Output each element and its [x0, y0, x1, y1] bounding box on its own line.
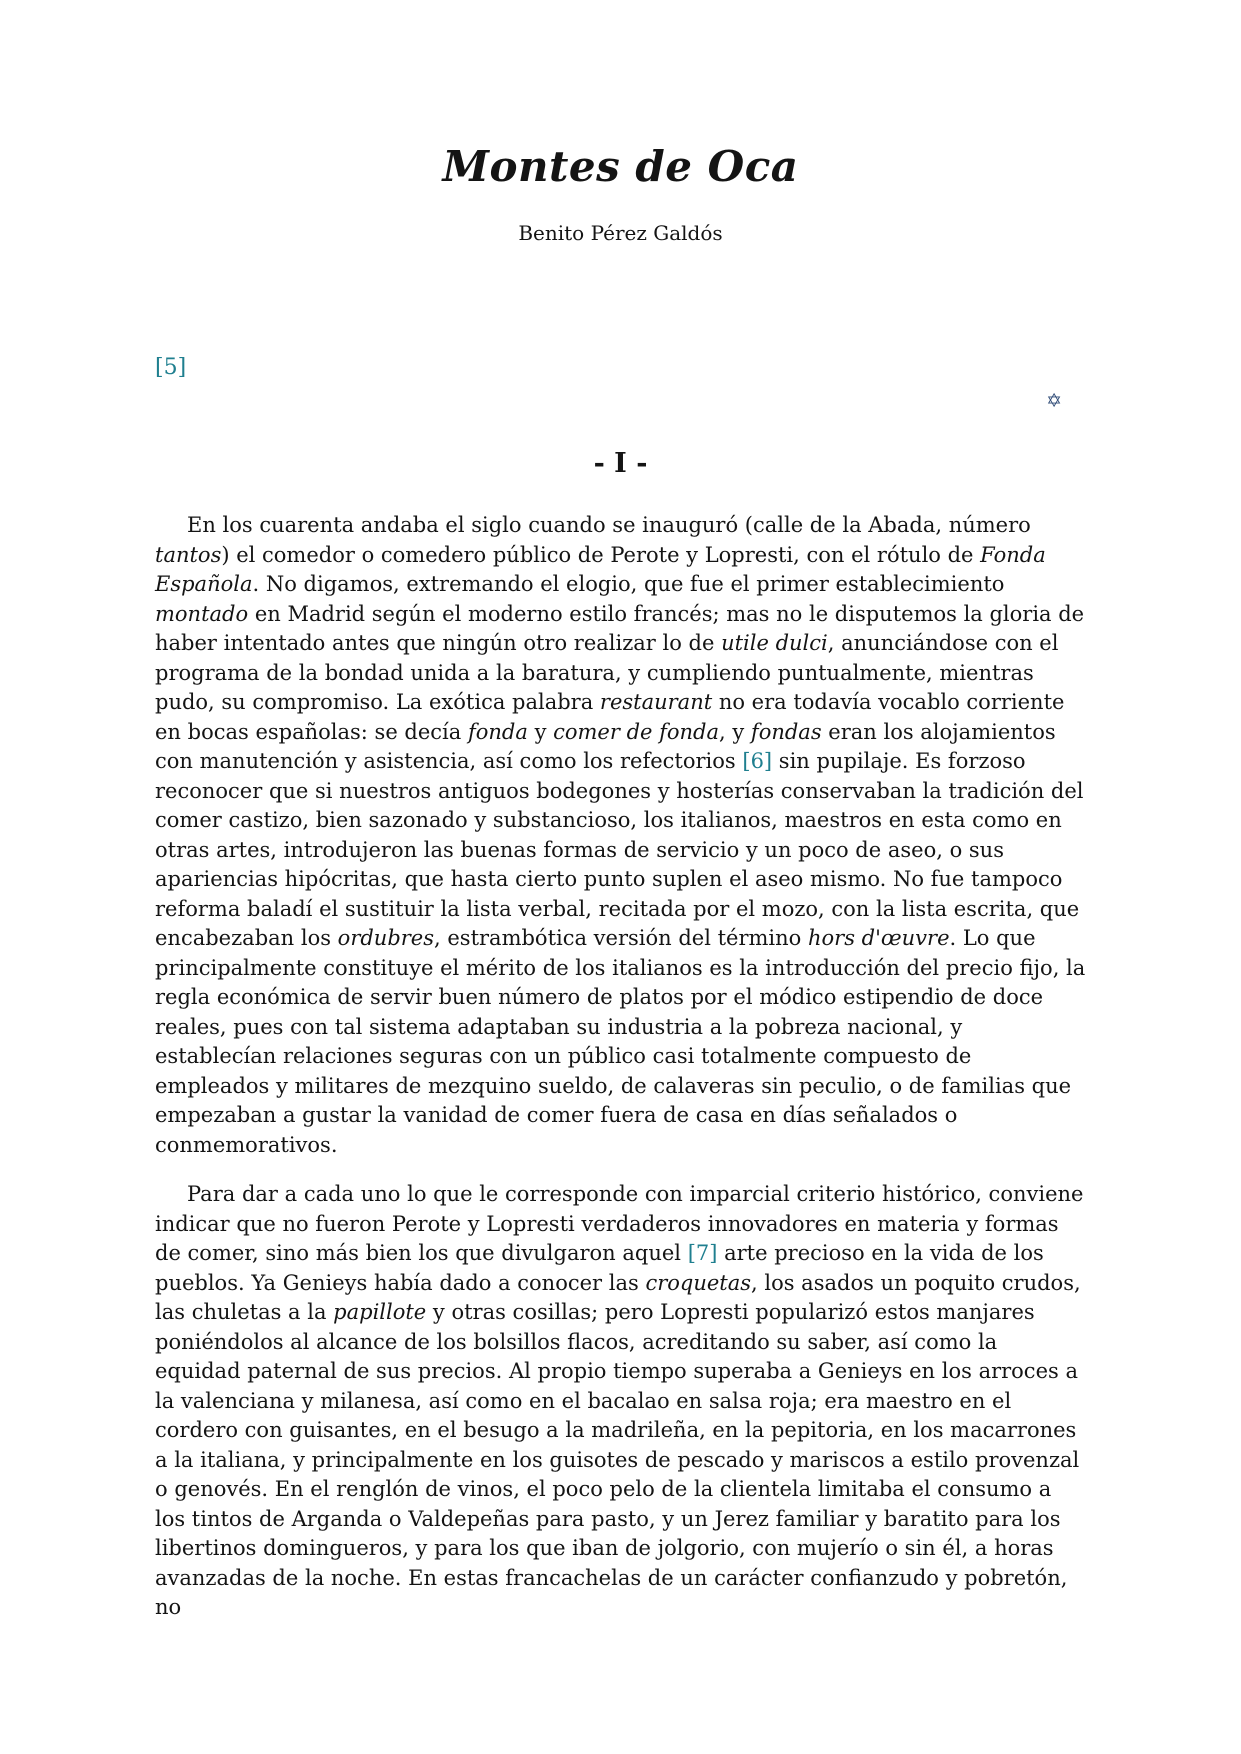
text-run: sin pupilaje. Es forzoso reconocer que si nuestros antiguos bodegones y hosterías conservaban la tradición del comer castizo, bien sazonado y substancioso, los italianos, maestros en esta como en otras artes, introdujeron las buenas formas de servicio y un poco de aseo, o sus apariencias hipócritas, que hasta cierto punto suplen el aseo mismo. No fue tampoco reforma baladí el sustituir la lista verbal, recitada por el mozo, con la lista escrita, que encabezaban los — [155, 749, 1084, 950]
text-run: no era todavía vocablo corriente en bocas españolas: se decía — [155, 690, 1065, 744]
text-run: y — [527, 719, 554, 744]
italic-text: hors d'œuvre — [808, 926, 950, 950]
page-number-link[interactable]: [5] — [155, 355, 187, 380]
italic-text: montado — [155, 601, 249, 626]
page-number-link[interactable]: [7] — [687, 1241, 718, 1265]
text-run: eran los alojamientos con manutención y asistencia, así como los refectorios — [155, 719, 1056, 773]
body-text — [155, 511, 1086, 1623]
italic-text: tantos — [155, 542, 222, 567]
text-run: . Lo que principalmente constituye el mérito de los italianos es la introducción del precio fijo, la regla económica de servir buen número de platos por el módico estipendio de doce reales, pues con tal sistema adaptaban su industria a la pobreza nacional, y establecían relaciones seguras con un público casi totalmente compuesto de empleados y militares de mezquino sueldo, de calaveras sin peculio, o de familias que empezaban a gustar la vanidad de comer fuera de casa en días señalados o conmemorativos. — [155, 926, 1086, 1157]
italic-text: Fonda Española — [155, 542, 1046, 596]
paragraph-2 — [155, 1180, 1086, 1623]
text-run: , y — [719, 719, 751, 744]
italic-text: papillote — [333, 1300, 427, 1324]
italic-text: comer de fonda — [553, 719, 720, 744]
star-row — [155, 390, 1086, 412]
paragraph-1 — [155, 511, 1086, 1160]
text-run: , los asados un poquito crudos, las chuletas a la — [155, 1270, 1081, 1324]
text-run: En los cuarenta andaba el siglo cuando se inauguró (calle de la Abada, número — [187, 513, 1031, 537]
page-marker-row — [155, 355, 1086, 380]
text-run: , anunciándose con el programa de la bondad unida a la baratura, y cumpliendo puntualmente, mientras pudo, su compromiso. La exótica palabra — [155, 631, 1059, 714]
italic-text: ordubres — [337, 926, 435, 950]
text-run: en Madrid según el moderno estilo francés; mas no le disputemos la gloria de haber intentado antes que ningún otro realizar lo de — [155, 601, 1085, 655]
text-run: . No digamos, extremando el elogio, que fue el primer establecimiento — [252, 572, 1005, 596]
author-name: Benito Pérez Galdós — [518, 221, 723, 245]
star-of-david-icon[interactable]: ✡ — [1046, 390, 1062, 412]
chapter-heading: - I - — [593, 448, 648, 479]
text-run: Para dar a cada uno lo que le corresponde con imparcial criterio histórico, conviene indicar que no fueron Perote y Lopresti verdaderos innovadores en materia y formas de comer, sino más bien los que divulgaron aquel — [155, 1182, 1084, 1265]
italic-text: utile dulci — [721, 631, 828, 655]
text-run: arte precioso en la vida de los pueblos. Ya Genieys había dado a conocer las — [155, 1241, 1044, 1295]
italic-text: croquetas — [645, 1270, 752, 1295]
italic-text: restaurant — [599, 690, 713, 714]
text-run: y otras cosillas; pero Lopresti popularizó estos manjares poniéndolos al alcance de los bolsillos flacos, acreditando su saber, así como la equidad paternal de sus precios. Al propio tiempo superaba a Genieys en los arroces a la valenciana y milanesa, así como en el bacalao en salsa roja; era maestro en el cordero con guisantes, en el besugo a la madrileña, en la pepitoria, en los macarrones a la italiana, y principalmente en los guisotes de pescado y mariscos a estilo provenzal o genovés. En el renglón de vinos, el poco pelo de la clientela limitaba el consumo a los tintos de Arganda o Valdepeñas para pasto, y un Jerez familiar y baratito para los libertinos domingueros, y para los que iban de jolgorio, con mujerío o sin él, a horas avanzadas de la noche. En estas francachelas de un carácter confianzudo y pobretón, no — [155, 1300, 1080, 1619]
text-run: , estrambótica versión del término — [434, 926, 808, 950]
page-number-link[interactable]: [6] — [742, 749, 773, 773]
text-run: ) el comedor o comedero público de Perote y Lopresti, con el rótulo de — [221, 542, 981, 567]
italic-text: fondas — [750, 719, 822, 744]
book-title: Montes de Oca — [442, 142, 799, 191]
italic-text: fonda — [467, 719, 528, 744]
